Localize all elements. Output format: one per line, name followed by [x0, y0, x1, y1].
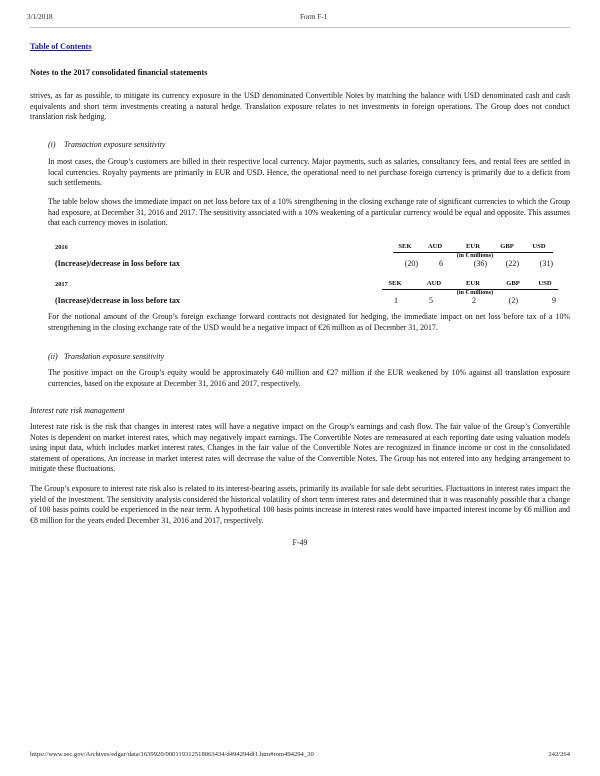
subsection-ii-number: (ii)	[48, 352, 58, 361]
col-gbp-2016: GBP	[500, 243, 514, 250]
cell-2017-sek: 1	[394, 296, 398, 305]
interest-rate-heading: Interest rate risk management	[30, 406, 125, 415]
cell-2016-aud: 6	[439, 259, 443, 268]
subsection-i-title: Transaction exposure sensitivity	[63, 140, 166, 149]
table-2017-year: 2017	[55, 281, 68, 288]
page-counter: 242/264	[548, 751, 570, 758]
header-divider	[30, 27, 570, 28]
col-aud-2016: AUD	[427, 243, 443, 250]
col-sek-2016: SEK	[398, 243, 412, 250]
cell-2016-sek: (20)	[404, 259, 418, 268]
print-date: 3/1/2018	[27, 13, 53, 21]
subsection-i-number: (i)	[48, 140, 56, 149]
cell-2016-usd: (31)	[539, 259, 553, 268]
cell-2017-usd: 9	[552, 296, 556, 305]
col-sek-2017: SEK	[388, 280, 402, 287]
col-eur-2017: EUR	[466, 280, 480, 287]
transaction-paragraph-1: In most cases, the Group’s customers are billed in their respective local currency. Major payments, such as salaries, consultancy fees, and rental fees are settled in local currencies. Royalty payments are primarily in EUR and USD. Hence, the operational need to net purchase foreign currency is primarily due to a deficit from such settlements.	[48, 157, 570, 188]
table-2017-row-label: (Increase)/decrease in loss before tax	[55, 296, 180, 305]
source-url: https://www.sec.gov/Archives/edgar/data/1639920/000119312518063434/d494294df1.htm#rom494294_30	[30, 751, 314, 758]
col-usd-2017: USD	[538, 280, 552, 287]
col-aud-2017: AUD	[426, 280, 442, 287]
forward-contracts-paragraph: For the notional amount of the Group’s foreign exchange forward contracts not designated for hedging, the immediate impact on net loss before tax of a 10% strengthening in the closing exchange rate of the USD would be a negative impact of €26 million as of December 31, 2017.	[48, 312, 570, 332]
table-2017-unit: (in € millions)	[456, 289, 494, 296]
subsection-i-heading	[48, 140, 165, 149]
table-2016-row-label: (Increase)/decrease in loss before tax	[55, 259, 180, 268]
cell-2016-gbp: (22)	[505, 259, 519, 268]
interest-paragraph-1: Interest rate risk is the risk that changes in interest rates will have a negative impact on the Group’s earnings and cash flow. The fair value of the Group’s Convertible Notes is dependent on market interest rates, which may negatively impact earnings. The Convertible Notes are remeasured at each reporting date using valuation models using input data, which includes market interest rates. Changes in the fair value of the Convertible Notes are recognized in finance income or cost in the consolidated statement of operations. An increase in market interest rates will decrease the value of the Convertible Notes. The Group has not entered into any hedging arrangement to mitigate these fluctuations.	[30, 422, 570, 474]
cell-2017-eur: 2	[472, 296, 476, 305]
table-2016-unit: (in € millions)	[456, 252, 494, 259]
col-gbp-2017: GBP	[506, 280, 520, 287]
page-number: F-49	[292, 538, 308, 547]
table-of-contents-link[interactable]: Table of Contents	[30, 42, 92, 51]
cell-2016-eur: (36)	[473, 259, 487, 268]
cell-2017-gbp: (2)	[508, 296, 518, 305]
subsection-ii-heading	[48, 352, 164, 361]
interest-paragraph-2: The Group’s exposure to interest rate risk also is related to its interest-bearing assets, primarily its available for sale debt securities. Fluctuations in interest rates impact the yield of the investment. The sensitivity analysis considered the historical volatility of short term interest rates and determined that it was reasonably possible that a change of 100 basis points could be experienced in the near term. A hypothetical 100 basis points increase in interest rates would have impacted interest income by €6 million and €8 million for the years ended December 31, 2016 and 2017, respectively.	[30, 484, 570, 525]
translation-paragraph: The positive impact on the Group’s equity would be approximately €40 million and €27 million if the EUR weakened by 10% against all translation exposure currencies, based on the exposure at December 31, 2016 and 2017, respectively.	[48, 368, 570, 388]
cell-2017-aud: 5	[429, 296, 433, 305]
intro-paragraph: strives, as far as possible, to mitigate its currency exposure in the USD denominated Convertible Notes by matching the balance with USD denominated cash and cash equivalents and short term investments creating a natural hedge. Translation exposure relates to net investments in foreign operations. The Group does not conduct translation risk hedging.	[30, 91, 570, 122]
col-eur-2016: EUR	[466, 243, 480, 250]
col-usd-2016: USD	[532, 243, 546, 250]
table-2016-year: 2016	[55, 244, 68, 251]
document-title: Form F-1	[300, 13, 328, 21]
transaction-paragraph-2: The table below shows the immediate impact on net loss before tax of a 10% strengthening in the closing exchange rate of significant currencies to which the Group had exposure, at December 31, 2016 and 2017. The sensitivity associated with a 10% weakening of a particular currency would be equal and opposite. This assumes that each currency moves in isolation.	[48, 197, 570, 228]
subsection-ii-title: Translation exposure sensitivity	[63, 352, 165, 361]
section-heading: Notes to the 2017 consolidated financial statements	[30, 68, 208, 77]
